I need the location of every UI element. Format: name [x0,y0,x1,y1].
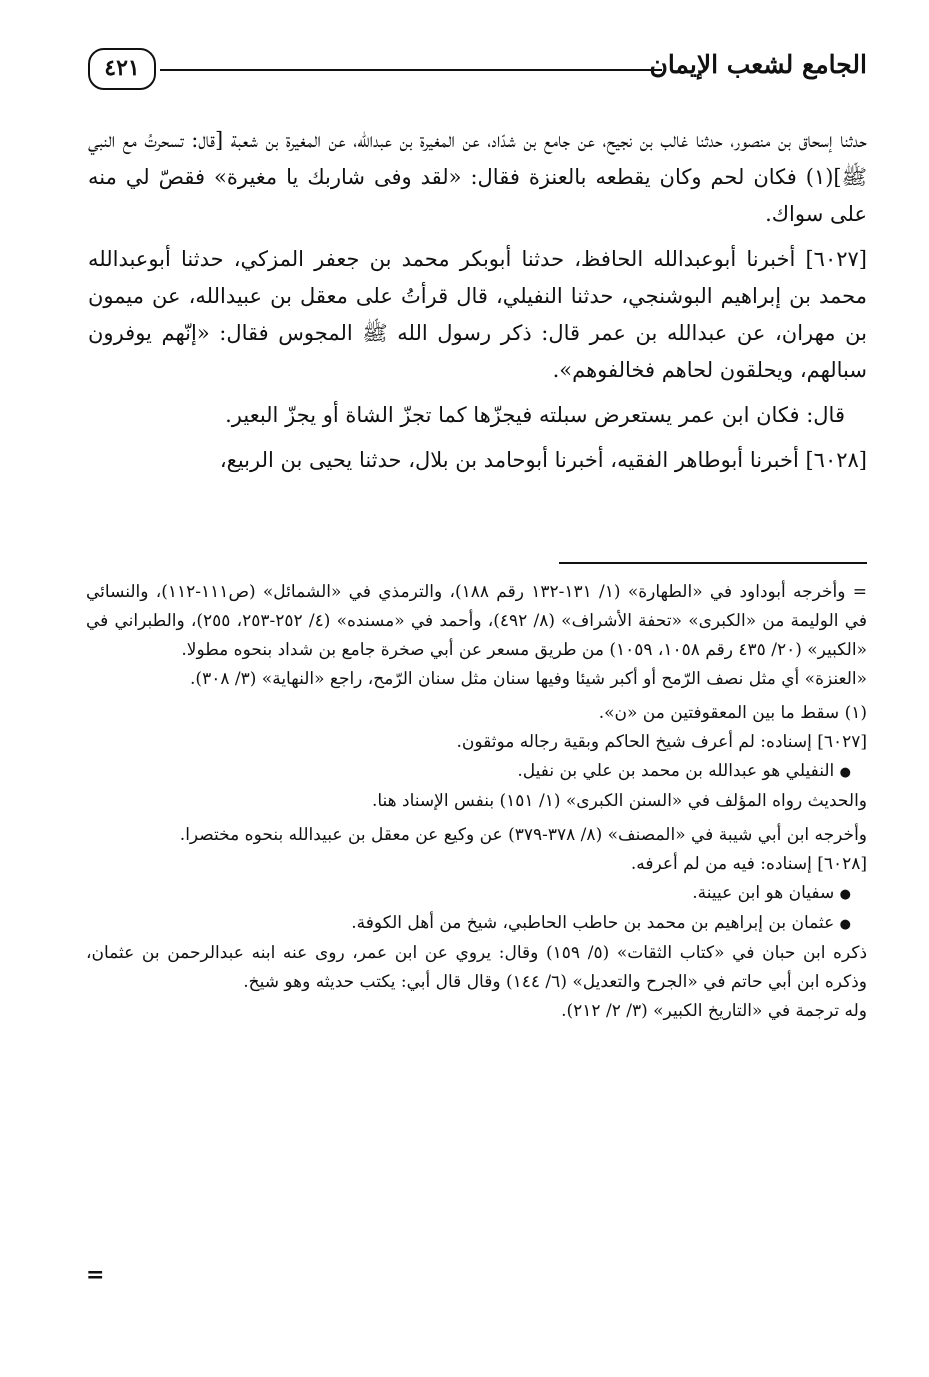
footnote-ibn-hibban: ذكره ابن حبان في «كتاب الثقات» (٥/ ١٥٩) وقال: يروي عن ابن عمر، روى عنه ابنه عبدالرحمن بن عثمان، وذكره ابن أبي حاتم في «الجرح والتعديل» (٦/ ١٤٤) وقال قال أبي: يكتب حديثه وهو شيخ. [86,943,868,992]
footnote-1: (١) سقط ما بين المعقوفتين من «ن». [598,703,867,723]
main-text [88,122,867,479]
book-title: الجامع لشعب الإيمان [649,50,867,79]
footnote-bullet-sufyan [86,879,867,909]
page-number-badge: ٤٢١ [88,48,156,90]
paragraph-isnad-mughira: حدثنا إسحاق بن منصور، حدثنا غالب بن نجيح، عن جامع بن شدّاد، عن المغيرة بن عبدالله، عن المغيرة بن شعبة [قال: تسحرتُ مع النبي ﷺ](١) فكان لحم وكان يقطعه بالعنزة فقال: «لقد وفى شاربك يا مغيرة» فقصّ لي منه على سواك. [88,128,867,226]
footnote-bullet-uthman [86,909,867,939]
footnotes [86,578,867,1026]
continuation-mark: = [86,1262,105,1288]
footnote-bullet-text: سفيان هو ابن عيينة. [692,883,835,903]
paragraph-hadith-6028: [٦٠٢٨] أخبرنا أبوطاهر الفقيه، أخبرنا أبوحامد بن بلال، حدثنا يحيى بن الربيع، [219,448,867,472]
bullet-dot-icon: ● [839,917,851,932]
footnote-takhrij: = وأخرجه أبوداود في «الطهارة» (١/ ١٣١-١٣٢ رقم ١٨٨)، والترمذي في «الشمائل» (ص١١١-١١٢)، والنسائي في الوليمة من «الكبرى» «تحفة الأشراف» (٨/ ٤٩٢)، وأحمد في «مسنده» (٤/ ٢٥٢-٢٥٣، ٢٥٥)، والطبراني في «الكبير» (٢٠/ ٤٣٥ رقم ١٠٥٨، ١٠٥٩) من طريق مسعر عن أبي صخرة جامع بن شداد بنحوه مطولا. [86,582,867,660]
footnote-anaza: «العنزة» أي مثل نصف الرّمح أو أكبر شيئا وفيها سنان مثل سنان الرّمح، راجع «النهاية» (٣/ ٣٠٨). [190,669,867,689]
footnote-6028-isnad: [٦٠٢٨] إسناده: فيه من لم أعرفه. [630,854,867,874]
footnote-tarikh-kabir: وله ترجمة في «التاريخ الكبير» (٣/ ٢/ ٢١٢). [561,1001,867,1021]
bullet-dot-icon: ● [839,765,851,780]
header-rule [160,69,662,71]
paragraph-ibn-umar-note: قال: فكان ابن عمر يستعرض سبلته فيجزّها كما تجزّ الشاة أو يجزّ البعير. [225,403,845,427]
running-header [88,40,867,100]
bullet-dot-icon: ● [839,887,851,902]
footnote-6027-isnad: [٦٠٢٧] إسناده: لم أعرف شيخ الحاكم وبقية رجاله موثقون. [456,732,867,752]
footnote-ibn-abi-shayba: وأخرجه ابن أبي شيبة في «المصنف» (٨/ ٣٧٨-٣٧٩) عن وكيع عن معقل بن عبيدالله بنحوه مختصرا. [179,825,867,845]
footnote-bullet-text: عثمان بن إبراهيم بن محمد بن حاطب الحاطبي، شيخ من أهل الكوفة. [351,913,835,933]
footnote-separator [559,562,867,564]
footnote-bullet-text: النفيلي هو عبدالله بن محمد بن علي بن نفيل. [517,761,835,781]
footnote-bullet-nufayli [86,757,867,787]
paragraph-hadith-6027: [٦٠٢٧] أخبرنا أبوعبدالله الحافظ، حدثنا أبوبكر محمد بن جعفر المزكي، حدثنا أبوعبدالله محمد بن إبراهيم البوشنجي، حدثنا النفيلي، قال قرأتُ على معقل بن عبيدالله، عن ميمون بن مهران، عن عبدالله بن عمر قال: ذكر رسول الله ﷺ المجوس فقال: «إنّهم يوفرون سبالهم، ويحلقون لحاهم فخالفوهم». [88,247,867,382]
footnote-sunan-kubra: والحديث رواه المؤلف في «السنن الكبرى» (١/ ١٥١) بنفس الإسناد هنا. [371,791,867,811]
